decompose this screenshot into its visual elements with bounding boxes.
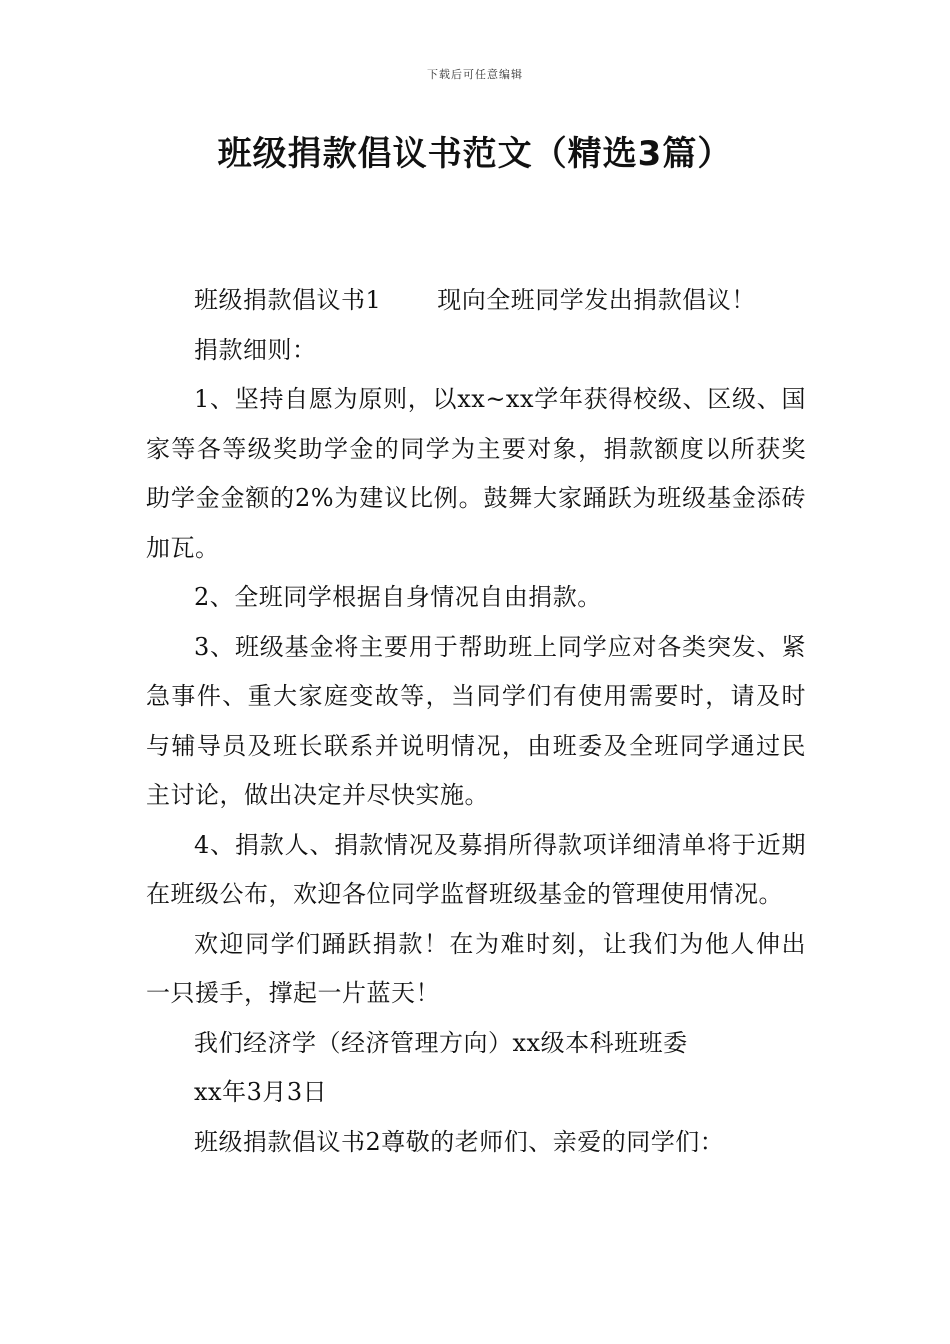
header-note: 下载后可任意编辑 (427, 68, 523, 81)
paragraph-rule-3: 3、班级基金将主要用于帮助班上同学应对各类突发、紧急事件、重大家庭变故等，当同学们有使用需要时，请及时与辅导员及班长联系并说明情况，由班委及全班同学通过民主讨论，做出决定并尽快实施。 (146, 632, 806, 809)
intro-heading: 班级捐款倡议书1 (194, 286, 382, 314)
intro-paragraph (146, 276, 806, 326)
paragraph-rule-4: 4、捐款人、捐款情况及募捐所得款项详细清单将于近期在班级公布，欢迎各位同学监督班级基金的管理使用情况。 (146, 830, 806, 908)
paragraph-rules-heading: 捐款细则： (194, 335, 317, 364)
paragraph-date: xx年3月3日 (194, 1078, 328, 1106)
paragraph-rule-1: 1、坚持自愿为原则，以xx~xx学年获得校级、区级、国家等各等级奖助学金的同学为主要对象，捐款额度以所获奖助学金金额的2%为建议比例。鼓舞大家踊跃为班级基金添砖加瓦。 (146, 385, 806, 562)
document-body (146, 276, 806, 1167)
paragraph-signature: 我们经济学（经济管理方向）xx级本科班班委 (194, 1028, 688, 1057)
paragraph-rule-2: 2、全班同学根据自身情况自由捐款。 (194, 583, 602, 611)
intro-text: 现向全班同学发出捐款倡议！ (437, 286, 756, 314)
paragraph-letter-2-opening: 班级捐款倡议书2尊敬的老师们、亲爱的同学们： (194, 1127, 725, 1156)
paragraph-call-to-action: 欢迎同学们踊跃捐款！在为难时刻，让我们为他人伸出一只援手，撑起一片蓝天！ (146, 929, 806, 1007)
document-title: 班级捐款倡议书范文（精选3篇） (217, 134, 733, 174)
